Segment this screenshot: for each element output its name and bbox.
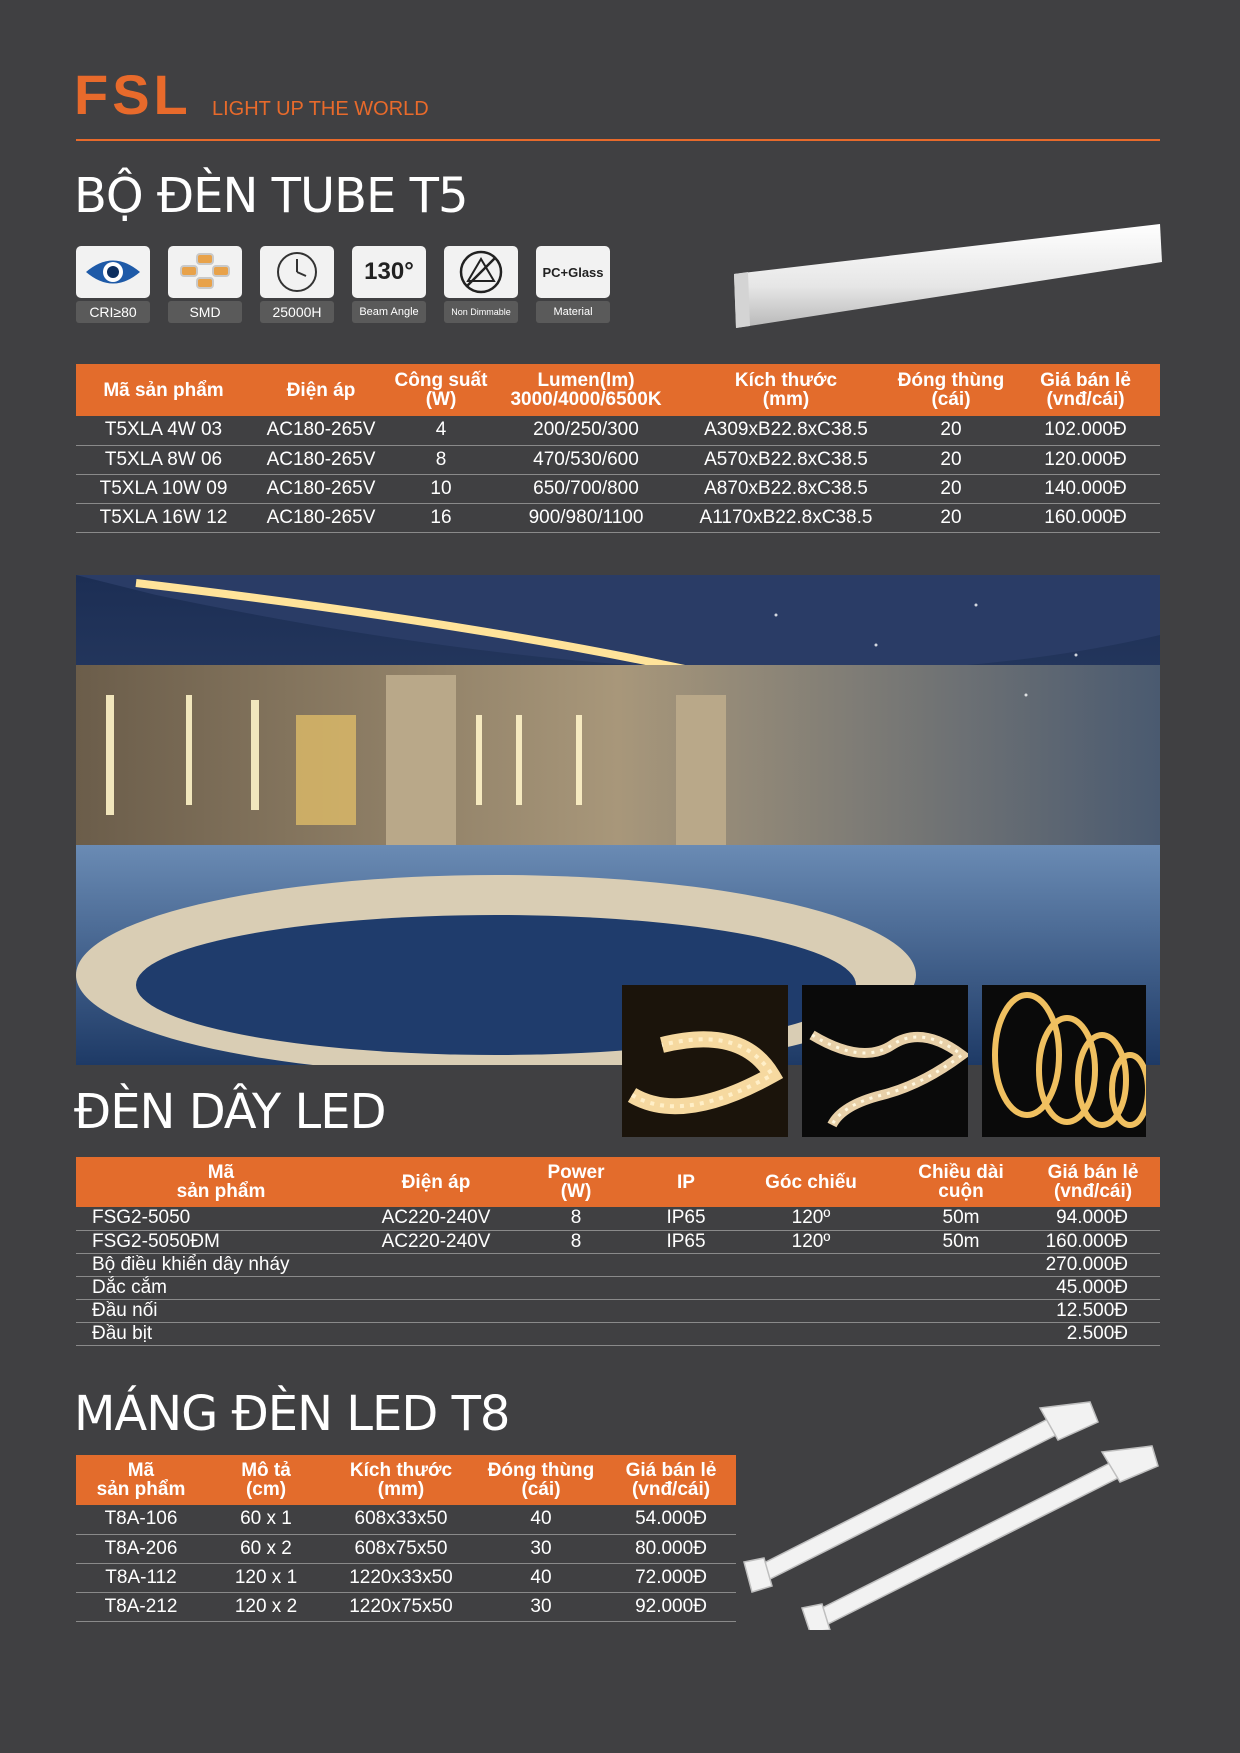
table-cell (506, 1322, 646, 1345)
table-cell: T8A-112 (76, 1563, 206, 1592)
table-cell: 30 (476, 1534, 606, 1563)
column-header: Chiều dài cuộn (896, 1157, 1026, 1207)
table-cell: 270.000Đ (1026, 1253, 1160, 1276)
table-row (76, 1505, 736, 1534)
smd-chip-icon (168, 246, 242, 298)
brand-logo: FSL (74, 63, 192, 126)
table-cell: 4 (391, 416, 491, 445)
table-cell: 120º (726, 1207, 896, 1230)
material-icon: PC+Glass (536, 246, 610, 298)
feature-label: SMD (168, 301, 242, 323)
table-cell: 50m (896, 1207, 1026, 1230)
table-cell: 60 x 2 (206, 1534, 326, 1563)
table-header-row (76, 364, 1160, 416)
table-cell: 900/980/1100 (491, 503, 681, 532)
feature-label: CRI≥80 (76, 301, 150, 323)
table-cell: 54.000Đ (606, 1505, 736, 1534)
table-cell (726, 1276, 896, 1299)
table-cell: AC180-265V (251, 503, 391, 532)
table-cell: 45.000Đ (1026, 1276, 1160, 1299)
table-cell: 50m (896, 1230, 1026, 1253)
table-cell: T5XLA 16W 12 (76, 503, 251, 532)
table-cell (646, 1299, 726, 1322)
table-cell: 16 (391, 503, 491, 532)
table-cell: 20 (891, 503, 1011, 532)
brand-tagline: LIGHT UP THE WORLD (212, 98, 429, 120)
t8-title: MÁNG ĐÈN LED T8 (74, 1386, 510, 1442)
table-cell: 160.000Đ (1026, 1230, 1160, 1253)
table-row (76, 1276, 1160, 1299)
table-row (76, 503, 1160, 532)
table-cell: 160.000Đ (1011, 503, 1160, 532)
table-cell (366, 1253, 506, 1276)
column-header: Mô tả (cm) (206, 1455, 326, 1505)
column-header: Điện áp (251, 364, 391, 416)
table-row (76, 1534, 736, 1563)
table-cell: 120º (726, 1230, 896, 1253)
table-cell: AC180-265V (251, 474, 391, 503)
table-cell: 1220x33x50 (326, 1563, 476, 1592)
table-cell: 608x33x50 (326, 1505, 476, 1534)
table-cell: IP65 (646, 1207, 726, 1230)
clock-icon (260, 246, 334, 298)
column-header: Mã sản phẩm (76, 1455, 206, 1505)
table-cell (896, 1322, 1026, 1345)
table-cell: 8 (506, 1230, 646, 1253)
table-cell (646, 1276, 726, 1299)
table-cell: A570xB22.8xC38.5 (681, 445, 891, 474)
table-cell: T5XLA 4W 03 (76, 416, 251, 445)
table-row (76, 1563, 736, 1592)
column-header: IP (646, 1157, 726, 1207)
table-row (76, 1322, 1160, 1345)
column-header: Mã sản phẩm (76, 1157, 366, 1207)
table-cell: A309xB22.8xC38.5 (681, 416, 891, 445)
beam-angle-icon: 130° (352, 246, 426, 298)
table-cell: AC180-265V (251, 416, 391, 445)
table-cell (366, 1299, 506, 1322)
table-cell: 650/700/800 (491, 474, 681, 503)
table-cell: AC220-240V (366, 1230, 506, 1253)
header-divider (76, 139, 1160, 141)
column-header: Mã sản phẩm (76, 364, 251, 416)
table-cell: 608x75x50 (326, 1534, 476, 1563)
table-cell (646, 1322, 726, 1345)
table-cell: 102.000Đ (1011, 416, 1160, 445)
table-cell: IP65 (646, 1230, 726, 1253)
table-cell: 120.000Đ (1011, 445, 1160, 474)
table-cell: A1170xB22.8xC38.5 (681, 503, 891, 532)
table-cell: 2.500Đ (1026, 1322, 1160, 1345)
table-cell: T5XLA 8W 06 (76, 445, 251, 474)
table-row (76, 1253, 1160, 1276)
column-header: Giá bán lẻ (vnđ/cái) (1011, 364, 1160, 416)
table-cell: 80.000Đ (606, 1534, 736, 1563)
feature-non-dimmable (444, 246, 518, 323)
feature-label: Material (536, 301, 610, 323)
column-header: Giá bán lẻ (vnđ/cái) (606, 1455, 736, 1505)
t8-spec-table (76, 1455, 736, 1622)
table-cell: T8A-106 (76, 1505, 206, 1534)
column-header: Điện áp (366, 1157, 506, 1207)
table-cell (726, 1322, 896, 1345)
table-cell: 20 (891, 474, 1011, 503)
column-header: Góc chiếu (726, 1157, 896, 1207)
table-cell (726, 1299, 896, 1322)
table-cell: 30 (476, 1592, 606, 1621)
table-cell: T8A-212 (76, 1592, 206, 1621)
table-row (76, 474, 1160, 503)
table-cell (726, 1253, 896, 1276)
table-header-row (76, 1157, 1160, 1207)
feature-beam-angle (352, 246, 426, 323)
table-cell: 20 (891, 416, 1011, 445)
table-cell: FSG2-5050 (76, 1207, 366, 1230)
table-cell: Đầu bịt (76, 1322, 366, 1345)
table-cell: 470/530/600 (491, 445, 681, 474)
eye-icon (76, 246, 150, 298)
non-dimmable-icon (444, 246, 518, 298)
feature-material (536, 246, 610, 323)
table-header-row (76, 1455, 736, 1505)
table-row (76, 1592, 736, 1621)
table-cell (506, 1299, 646, 1322)
t5-title: BỘ ĐÈN TUBE T5 (74, 168, 468, 224)
table-row (76, 1230, 1160, 1253)
t5-tube-image (730, 222, 1162, 337)
feature-label: Beam Angle (352, 301, 426, 323)
table-cell: 72.000Đ (606, 1563, 736, 1592)
table-row (76, 445, 1160, 474)
led-strip-spec-table (76, 1157, 1160, 1346)
feature-lifetime (260, 246, 334, 323)
feature-smd (168, 246, 242, 323)
led-strip-title: ĐÈN DÂY LED (74, 1084, 386, 1140)
table-cell (896, 1299, 1026, 1322)
table-row (76, 1207, 1160, 1230)
led-strip-photo-2 (802, 985, 968, 1137)
table-cell: 20 (891, 445, 1011, 474)
table-row (76, 416, 1160, 445)
table-cell: 92.000Đ (606, 1592, 736, 1621)
led-strip-photo-3 (982, 985, 1146, 1137)
table-cell: T5XLA 10W 09 (76, 474, 251, 503)
table-cell: 140.000Đ (1011, 474, 1160, 503)
table-row (76, 1299, 1160, 1322)
table-cell (506, 1276, 646, 1299)
feature-label: 25000H (260, 301, 334, 323)
table-cell: FSG2-5050ĐM (76, 1230, 366, 1253)
led-strip-photo-1 (622, 985, 788, 1137)
table-cell: 200/250/300 (491, 416, 681, 445)
column-header: Đóng thùng (cái) (891, 364, 1011, 416)
column-header: Công suất (W) (391, 364, 491, 416)
table-cell: Đầu nối (76, 1299, 366, 1322)
table-cell (366, 1276, 506, 1299)
table-cell (646, 1253, 726, 1276)
table-cell (366, 1322, 506, 1345)
table-cell (896, 1253, 1026, 1276)
column-header: Kích thước (mm) (326, 1455, 476, 1505)
column-header: Kích thước (mm) (681, 364, 891, 416)
table-cell: AC180-265V (251, 445, 391, 474)
table-cell: 94.000Đ (1026, 1207, 1160, 1230)
column-header: Đóng thùng (cái) (476, 1455, 606, 1505)
table-cell (506, 1253, 646, 1276)
t5-feature-icons (76, 246, 610, 323)
table-cell: 120 x 1 (206, 1563, 326, 1592)
column-header: Giá bán lẻ (vnđ/cái) (1026, 1157, 1160, 1207)
t8-fixture-image (740, 1400, 1160, 1635)
feature-cri (76, 246, 150, 323)
table-cell: 60 x 1 (206, 1505, 326, 1534)
table-cell: AC220-240V (366, 1207, 506, 1230)
feature-label: Non Dimmable (444, 301, 518, 323)
table-cell: 12.500Đ (1026, 1299, 1160, 1322)
table-cell: A870xB22.8xC38.5 (681, 474, 891, 503)
table-cell: 1220x75x50 (326, 1592, 476, 1621)
table-cell: T8A-206 (76, 1534, 206, 1563)
t5-spec-table (76, 364, 1160, 533)
table-cell: 40 (476, 1505, 606, 1534)
column-header: Power (W) (506, 1157, 646, 1207)
table-cell (896, 1276, 1026, 1299)
table-cell: 8 (506, 1207, 646, 1230)
table-cell: Dắc cắm (76, 1276, 366, 1299)
table-cell: 120 x 2 (206, 1592, 326, 1621)
table-cell: Bộ điều khiển dây nháy (76, 1253, 366, 1276)
table-cell: 40 (476, 1563, 606, 1592)
table-cell: 8 (391, 445, 491, 474)
column-header: Lumen(lm) 3000/4000/6500K (491, 364, 681, 416)
table-cell: 10 (391, 474, 491, 503)
